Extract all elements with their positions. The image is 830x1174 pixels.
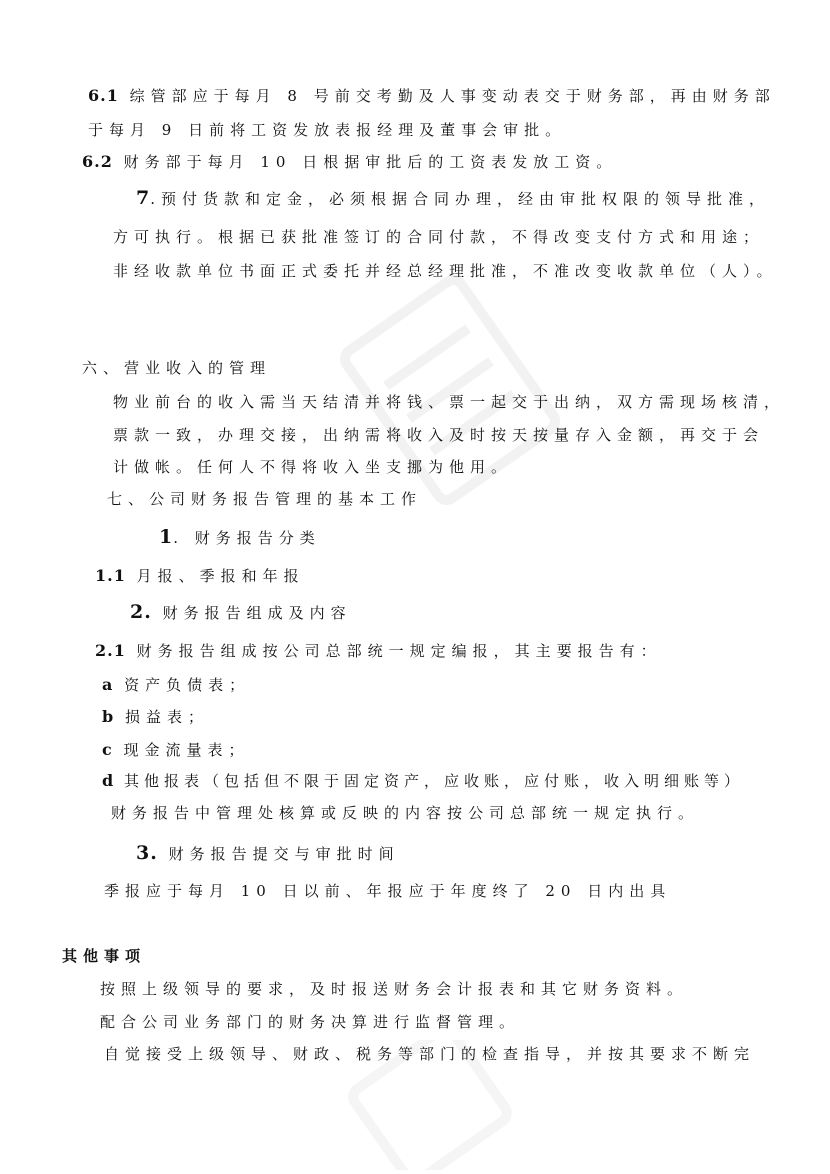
- prepay-line1: [136, 188, 770, 209]
- prepay-number: 7: [136, 187, 151, 209]
- report-types-line: [95, 566, 305, 586]
- report-item-letter: a: [102, 675, 114, 694]
- watermark-logo: [340, 260, 560, 520]
- item-6-1-line1: [88, 86, 776, 106]
- other-line1: 按照上级领导的要求，及时报送财务会计报表和其它财务资料。: [100, 980, 689, 998]
- other-heading: 其他事项: [62, 947, 147, 965]
- report-content-number: 2.: [130, 601, 152, 623]
- report-class-number: 1: [159, 526, 174, 548]
- item-6-1-number: 6.1: [88, 86, 119, 105]
- report-item-a: [102, 675, 250, 695]
- report-item-letter: c: [102, 740, 113, 759]
- revenue-line2: 票款一致，办理交接，出纳需将收入及时按天按量存入金额，再交于会: [113, 426, 765, 444]
- report-compose-text: 财务报告组成按公司总部统一规定编报，其主要报告有：: [136, 642, 662, 660]
- report-types-text: 月报、季报和年报: [136, 567, 305, 585]
- revenue-heading: 六、营业收入的管理: [82, 359, 272, 377]
- report-item-letter: b: [102, 707, 115, 726]
- other-line2: 配合公司业务部门的财务决算进行监督管理。: [100, 1013, 521, 1031]
- prepay-line2: 方可执行。根据已获批准签订的合同付款，不得改变支付方式和用途；: [113, 228, 765, 246]
- report-content-label: 财务报告组成及内容: [162, 604, 352, 622]
- item-6-2-line: [82, 152, 617, 172]
- report-item-text: 资产负债表；: [124, 676, 251, 694]
- report-types-number: 1.1: [95, 566, 126, 585]
- report-class-line: [159, 527, 321, 548]
- report-submit-number: 3.: [136, 842, 158, 864]
- prepay-line3: 非经收款单位书面正式委托并经总经理批准，不准改变收款单位（人）。: [113, 262, 778, 280]
- revenue-line1: 物业前台的收入需当天结清并将钱、票一起交于出纳，双方需现场核清，: [113, 393, 786, 411]
- item-6-2-number: 6.2: [82, 152, 113, 171]
- reporting-heading: 七、公司财务报告管理的基本工作: [107, 490, 423, 508]
- report-submit-text: 季报应于每月 10 日以前、年报应于年度终了 20 日内出具: [104, 882, 672, 900]
- report-compose-number: 2.1: [95, 641, 126, 660]
- prepay-text-1: .预付货款和定金，必须根据合同办理，经由审批权限的领导批准，: [150, 190, 771, 208]
- other-line3: 自觉接受上级领导、财政、税务等部门的检查指导，并按其要求不断完: [104, 1045, 756, 1063]
- report-class-label: . 财务报告分类: [173, 529, 321, 547]
- revenue-line3: 计做帐。任何人不得将收入坐支挪为他用。: [113, 458, 513, 476]
- report-submit-line: [136, 843, 400, 864]
- report-item-text: 其他报表（包括但不限于固定资产，应收账，应付账，收入明细账等）: [123, 772, 744, 790]
- item-6-1-text: 综管部应于每月 8 号前交考勤及人事变动表交于财务部，再由财务部: [129, 87, 776, 105]
- report-submit-label: 财务报告提交与审批时间: [168, 845, 400, 863]
- report-items-note: 财务报告中管理处核算或反映的内容按公司总部统一规定执行。: [111, 804, 700, 822]
- report-item-d: [102, 771, 744, 791]
- report-item-text: 损益表；: [124, 708, 209, 726]
- item-6-2-text: 财务部于每月 10 日根据审批后的工资表发放工资。: [123, 153, 618, 171]
- report-item-b: [102, 707, 209, 727]
- report-item-letter: d: [102, 771, 115, 790]
- report-content-line: [130, 602, 352, 623]
- item-6-1-line2: 于每月 9 日前将工资发放表报经理及董事会审批。: [88, 121, 567, 139]
- report-item-c: [102, 740, 250, 760]
- report-compose-line: [95, 641, 662, 661]
- report-item-text: 现金流量表；: [123, 741, 250, 759]
